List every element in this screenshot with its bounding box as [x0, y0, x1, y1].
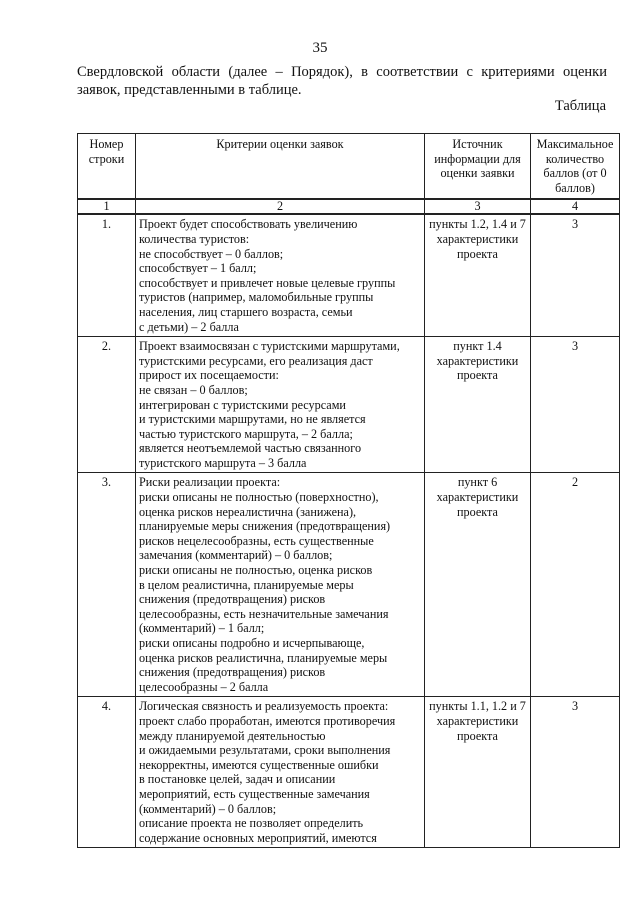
- row-number: 4.: [78, 697, 136, 848]
- criteria-line: Проект взаимосвязан с туристскими маршрутами,: [139, 339, 400, 354]
- criteria-line: целесообразны – 2 балла: [139, 679, 269, 694]
- row-criteria: [136, 214, 425, 336]
- row-number: 1.: [78, 214, 136, 336]
- criteria-line: между планируемой деятельностью: [139, 728, 326, 743]
- table-caption: Таблица: [554, 98, 606, 114]
- row-max-points: 3: [531, 337, 620, 473]
- criteria-line: не связан – 0 баллов;: [139, 382, 248, 397]
- row-criteria: [136, 473, 425, 697]
- table-row: [78, 337, 620, 473]
- row-number: 2.: [78, 337, 136, 473]
- criteria-line: туристов (например, маломобильные группы: [139, 290, 374, 305]
- criteria-line: рисков нецелесообразны, есть существенные: [139, 533, 374, 548]
- criteria-line: Логическая связность и реализуемость проекта:: [139, 699, 389, 714]
- table-body: [78, 199, 620, 847]
- row-max-points: 2: [531, 473, 620, 697]
- table-row: [78, 473, 620, 697]
- criteria-line: оценка рисков реалистична, планируемые меры: [139, 650, 388, 665]
- criteria-line: Проект будет способствовать увеличению: [139, 217, 358, 232]
- criteria-line: проект слабо проработан, имеются противоречия: [139, 713, 396, 728]
- criteria-line: туристского маршрута – 3 балла: [139, 455, 307, 470]
- criteria-line: является неотъемлемой частью связанного: [139, 441, 362, 456]
- row-source: пункты 1.1, 1.2 и 7 характеристики проекта: [425, 697, 531, 848]
- criteria-line: замечания (комментарий) – 0 баллов;: [139, 548, 333, 563]
- criteria-line: туристскими ресурсами, его реализация даст: [139, 353, 373, 368]
- criteria-table: [77, 133, 620, 848]
- criteria-line: и туристскими маршрутами, но не является: [139, 412, 366, 427]
- header-source: Источник информации для оценки заявки: [425, 134, 531, 200]
- intro-paragraph: Свердловской области (далее – Порядок), в соответствии с критериями оценки заявок, представленными в таблице.: [77, 64, 607, 98]
- criteria-line: оценка рисков нереалистична (занижена),: [139, 504, 357, 519]
- criteria-line: способствует – 1 балл;: [139, 261, 257, 276]
- criteria-line: и ожидаемыми результатами, сроки выполнения: [139, 743, 391, 758]
- criteria-line: населения, лиц старшего возраста, семьи: [139, 304, 353, 319]
- table-row: [78, 214, 620, 336]
- row-source: пункты 1.2, 1.4 и 7 характеристики проекта: [425, 214, 531, 336]
- table-header-row: [78, 134, 620, 200]
- criteria-line: описание проекта не позволяет определить: [139, 816, 364, 831]
- row-source: пункт 1.4 характеристики проекта: [425, 337, 531, 473]
- criteria-line: мероприятий, есть существенные замечания: [139, 786, 370, 801]
- header-criteria: Критерии оценки заявок: [136, 134, 425, 200]
- criteria-line: целесообразны, есть незначительные замечания: [139, 606, 389, 621]
- table-row: [78, 697, 620, 848]
- row-source: пункт 6 характеристики проекта: [425, 473, 531, 697]
- criteria-line: планируемые меры снижения (предотвращения): [139, 519, 391, 534]
- criteria-line: (комментарий) – 1 балл;: [139, 621, 265, 636]
- row-max-points: 3: [531, 214, 620, 336]
- row-number: 3.: [78, 473, 136, 697]
- criteria-line: не способствует – 0 баллов;: [139, 246, 284, 261]
- row-criteria: [136, 697, 425, 848]
- criteria-line: в постановке целей, задач и описании: [139, 772, 336, 787]
- column-numbers-row: [78, 199, 620, 214]
- header-max-points: Максимальное количество баллов (от 0 баллов): [531, 134, 620, 200]
- row-criteria: [136, 337, 425, 473]
- criteria-line: в целом реалистична, планируемые меры: [139, 577, 354, 592]
- criteria-line: Риски реализации проекта:: [139, 475, 281, 490]
- criteria-line: способствует и привлечет новые целевые группы: [139, 275, 396, 290]
- column-number: 4: [531, 199, 620, 214]
- page-number: 35: [312, 40, 328, 56]
- criteria-line: количества туристов:: [139, 231, 250, 246]
- criteria-line: интегрирован с туристскими ресурсами: [139, 397, 346, 412]
- criteria-line: содержание основных мероприятий, имеются: [139, 830, 377, 845]
- criteria-line: частью туристского маршрута, – 2 балла;: [139, 426, 353, 441]
- criteria-line: риски описаны подробно и исчерпывающе,: [139, 636, 365, 650]
- column-number: 1: [78, 199, 136, 214]
- criteria-line: прирост их посещаемости:: [139, 368, 279, 383]
- criteria-line: снижения (предотвращения) рисков: [139, 665, 326, 680]
- row-max-points: 3: [531, 697, 620, 848]
- criteria-line: риски описаны не полностью (поверхностно),: [139, 490, 379, 505]
- criteria-line: (комментарий) – 0 баллов;: [139, 801, 277, 816]
- column-number: 2: [136, 199, 425, 214]
- criteria-line: риски описаны не полностью, оценка рисков: [139, 563, 373, 578]
- header-row-number: Номер строки: [78, 134, 136, 200]
- criteria-line: снижения (предотвращения) рисков: [139, 592, 326, 607]
- column-number: 3: [425, 199, 531, 214]
- criteria-line: некорректны, имеются существенные ошибки: [139, 757, 379, 772]
- criteria-line: с детьми) – 2 балла: [139, 319, 239, 334]
